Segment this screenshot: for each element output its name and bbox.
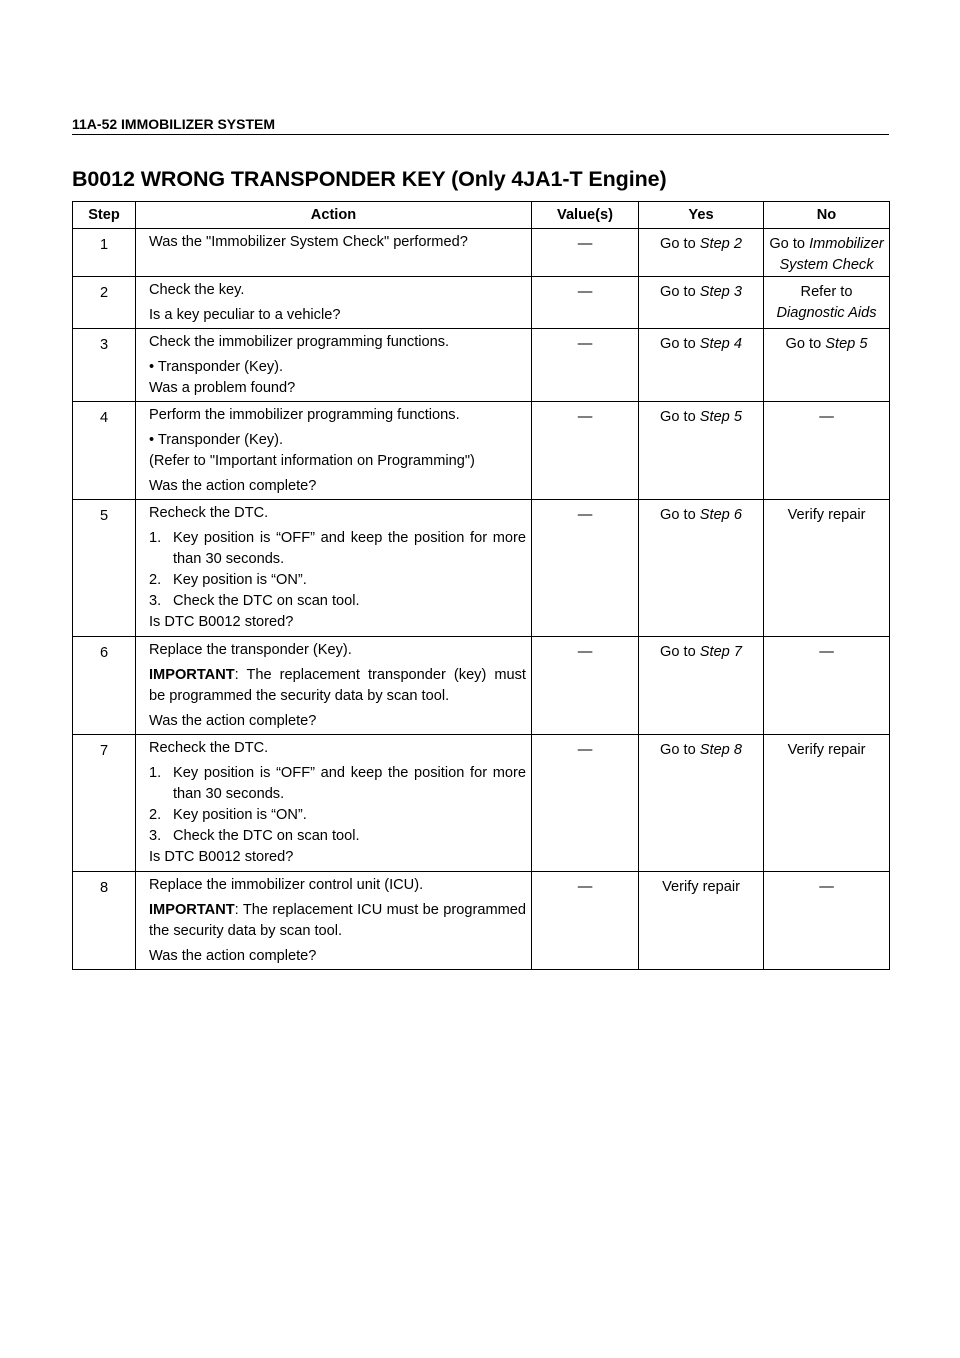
yes-step-ref: Step 8 bbox=[699, 742, 742, 758]
list-text: Key position is “OFF” and keep the position for more than 30 seconds. bbox=[173, 530, 526, 567]
action-question: Is DTC B0012 stored? bbox=[149, 614, 294, 630]
list-number: 1. bbox=[149, 765, 162, 781]
no-cell: — bbox=[764, 402, 890, 500]
yes-cell: Verify repair bbox=[639, 872, 764, 970]
action-text: Check the immobilizer programming functions. bbox=[149, 334, 450, 350]
step-number: 2 bbox=[73, 277, 136, 329]
yes-cell bbox=[639, 402, 764, 500]
yes-prefix: Go to bbox=[660, 409, 696, 425]
yes-cell bbox=[639, 329, 764, 402]
yes-step-ref: Step 4 bbox=[699, 336, 742, 352]
list-item bbox=[149, 805, 526, 826]
action-question: Is DTC B0012 stored? bbox=[149, 849, 294, 865]
list-item bbox=[149, 826, 526, 847]
action-note: (Refer to "Important information on Programming") bbox=[149, 453, 475, 469]
action-cell bbox=[136, 500, 532, 637]
list-text: Check the DTC on scan tool. bbox=[173, 593, 360, 609]
no-cell bbox=[764, 229, 890, 277]
no-cell: Verify repair bbox=[764, 500, 890, 637]
step-number: 3 bbox=[73, 329, 136, 402]
step-number: 5 bbox=[73, 500, 136, 637]
action-question: Is a key peculiar to a vehicle? bbox=[149, 307, 341, 323]
action-text: Perform the immobilizer programming functions. bbox=[149, 407, 460, 423]
action-question: Was the action complete? bbox=[149, 948, 317, 964]
yes-step-ref: Step 2 bbox=[699, 236, 742, 252]
value-cell: — bbox=[532, 735, 639, 872]
table-row bbox=[73, 735, 890, 872]
list-number: 1. bbox=[149, 530, 162, 546]
important-text: : The replacement ICU must be programmed the security data by scan tool. bbox=[149, 902, 526, 939]
list-text: Key position is “OFF” and keep the position for more than 30 seconds. bbox=[173, 765, 526, 802]
action-question: Was the action complete? bbox=[149, 713, 317, 729]
important-label: IMPORTANT bbox=[149, 667, 235, 683]
table-row bbox=[73, 229, 890, 277]
table-row bbox=[73, 872, 890, 970]
section-header: 11A-52 IMMOBILIZER SYSTEM bbox=[72, 116, 889, 135]
column-header-step: Step bbox=[73, 202, 136, 229]
step-number: 6 bbox=[73, 637, 136, 735]
no-ref: Immobilizer System Check bbox=[779, 236, 884, 273]
no-ref: Diagnostic Aids bbox=[776, 305, 877, 321]
column-header-no: No bbox=[764, 202, 890, 229]
list-text: Check the DTC on scan tool. bbox=[173, 828, 360, 844]
table-row bbox=[73, 277, 890, 329]
step-number: 1 bbox=[73, 229, 136, 277]
list-number: 2. bbox=[149, 807, 162, 823]
table-row bbox=[73, 402, 890, 500]
action-text: Replace the transponder (Key). bbox=[149, 642, 352, 658]
list-item bbox=[149, 591, 526, 612]
list-number: 2. bbox=[149, 572, 162, 588]
value-cell: — bbox=[532, 329, 639, 402]
column-header-values: Value(s) bbox=[532, 202, 639, 229]
action-cell bbox=[136, 735, 532, 872]
action-cell bbox=[136, 277, 532, 329]
yes-prefix: Go to bbox=[660, 236, 696, 252]
action-bullet: • Transponder (Key). bbox=[149, 432, 284, 448]
yes-cell bbox=[639, 229, 764, 277]
no-cell bbox=[764, 277, 890, 329]
action-text: Was the "Immobilizer System Check" performed? bbox=[149, 234, 468, 250]
yes-step-ref: Step 5 bbox=[699, 409, 742, 425]
action-question: Was a problem found? bbox=[149, 380, 296, 396]
list-number: 3. bbox=[149, 593, 162, 609]
table-header-row bbox=[73, 202, 890, 229]
no-prefix: Go to bbox=[785, 336, 822, 352]
no-ref: Step 5 bbox=[825, 336, 868, 352]
no-prefix: Refer to bbox=[800, 284, 853, 300]
step-number: 7 bbox=[73, 735, 136, 872]
yes-cell bbox=[639, 500, 764, 637]
action-question: Was the action complete? bbox=[149, 478, 317, 494]
no-cell: Verify repair bbox=[764, 735, 890, 872]
no-cell: — bbox=[764, 872, 890, 970]
yes-cell bbox=[639, 735, 764, 872]
action-cell bbox=[136, 872, 532, 970]
no-cell bbox=[764, 329, 890, 402]
important-text: : The replacement transponder (key) must be programmed the security data by scan tool. bbox=[149, 667, 526, 704]
value-cell: — bbox=[532, 402, 639, 500]
step-number: 8 bbox=[73, 872, 136, 970]
list-text: Key position is “ON”. bbox=[173, 572, 307, 588]
list-item bbox=[149, 528, 526, 570]
no-prefix: Go to bbox=[769, 236, 806, 252]
table-row bbox=[73, 637, 890, 735]
action-text: Recheck the DTC. bbox=[149, 740, 269, 756]
yes-prefix: Go to bbox=[660, 507, 696, 523]
diagnostic-table bbox=[72, 201, 890, 970]
value-cell: — bbox=[532, 872, 639, 970]
yes-step-ref: Step 6 bbox=[699, 507, 742, 523]
action-text: Replace the immobilizer control unit (ICU). bbox=[149, 877, 424, 893]
page-title: B0012 WRONG TRANSPONDER KEY (Only 4JA1-T Engine) bbox=[72, 167, 667, 191]
table-row bbox=[73, 329, 890, 402]
yes-step-ref: Step 7 bbox=[699, 644, 742, 660]
yes-prefix: Go to bbox=[660, 284, 696, 300]
action-cell bbox=[136, 229, 532, 277]
list-number: 3. bbox=[149, 828, 162, 844]
action-text: Recheck the DTC. bbox=[149, 505, 269, 521]
value-cell: — bbox=[532, 637, 639, 735]
column-header-yes: Yes bbox=[639, 202, 764, 229]
yes-prefix: Go to bbox=[660, 336, 696, 352]
column-header-action: Action bbox=[136, 202, 532, 229]
yes-prefix: Go to bbox=[660, 742, 696, 758]
value-cell: — bbox=[532, 500, 639, 637]
value-cell: — bbox=[532, 229, 639, 277]
table-row bbox=[73, 500, 890, 637]
important-label: IMPORTANT bbox=[149, 902, 235, 918]
list-text: Key position is “ON”. bbox=[173, 807, 307, 823]
yes-prefix: Go to bbox=[660, 644, 696, 660]
yes-cell bbox=[639, 277, 764, 329]
list-item bbox=[149, 570, 526, 591]
list-item bbox=[149, 763, 526, 805]
action-cell bbox=[136, 329, 532, 402]
important-note bbox=[149, 900, 526, 942]
step-number: 4 bbox=[73, 402, 136, 500]
action-cell bbox=[136, 402, 532, 500]
important-note bbox=[149, 665, 526, 707]
yes-cell bbox=[639, 637, 764, 735]
yes-step-ref: Step 3 bbox=[699, 284, 742, 300]
action-bullet: • Transponder (Key). bbox=[149, 359, 284, 375]
no-cell: — bbox=[764, 637, 890, 735]
value-cell: — bbox=[532, 277, 639, 329]
action-text: Check the key. bbox=[149, 282, 245, 298]
action-cell bbox=[136, 637, 532, 735]
